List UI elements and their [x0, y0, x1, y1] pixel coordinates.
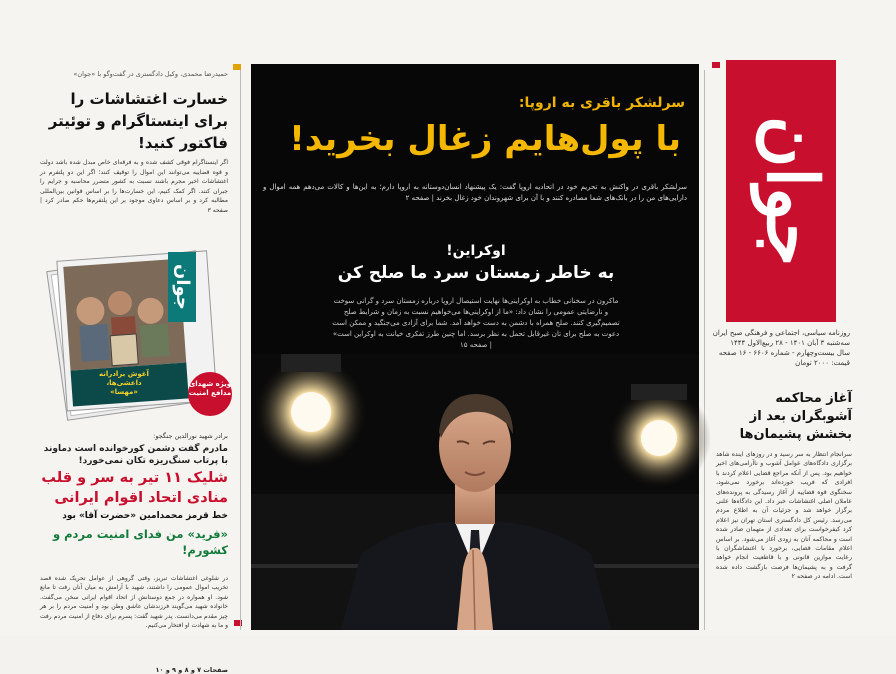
right-story	[716, 390, 852, 642]
sub-headline: به خاطر زمستان سرد ما صلح کن	[337, 263, 615, 283]
left-column	[36, 60, 232, 674]
magazine-cover-stack	[40, 238, 230, 426]
left-kicker-2: برادر شهید نورالدین جنگجو:	[153, 432, 228, 440]
info-line: سه‌شنبه ۳ آبان ۱۴۰۱ - ۲۸ ربیع‌الاول ۱۴۴۴	[730, 339, 850, 347]
magazine-label: آغوش برادرانه داعشی‌ها، «مهسا»	[99, 370, 149, 396]
main-lead: سرلشکر باقری در واکنش به تحریم خود در اتحادیه اروپا گفت: یک پیشنهاد انسان‌دوستانه به اروپا دارم؛ به این‌ها و کالات می‌دهم همه اموال و دارایی‌های من را در بانک‌های شما مصادره کنند و با آن برای شهروندان خود زغال بخرند | صفحه ۲	[263, 183, 687, 202]
info-line: قیمت: ۲۰۰۰ تومان	[795, 359, 850, 367]
main-headline: با پول‌هایم زغال بخرید!	[289, 119, 681, 159]
left-body-2: در شلوغی اغتشاشات تبریز، وقتی گروهی از عوامل تحریک شده قصد تخریب اموال عمومی را داشتند، شهید با آرامش به میان آنان رفت تا مانع شود. او همواره در جمع دوستانش از اتحاد اقوام ایرانی سخن می‌گفت. خانواده شهید می‌گویند فرزندشان عاشق وطن بود و امنیت مردم را بر هر چیز مقدم می‌دانست. پدر شهید گفت: پسرم برای دفاع از امنیت مردم رفت و ما به شهادت او افتخار می‌کنیم.	[40, 575, 228, 630]
logo-box	[726, 60, 836, 322]
leader-photo	[251, 354, 699, 630]
newspaper-logo: جوان	[751, 115, 834, 267]
left-subhead-3: خط قرمز محمدامین «حضرت آقا» بود	[62, 511, 228, 521]
left-subhead-2: مادرم گفت دشمن کورخوانده است دماوند با پرتاب سنگ‌ریزه تکان نمی‌خورد!	[43, 444, 228, 466]
left-body: اگر اینستاگرام فوقی کشف شده و به فرقه‌ای خاص مبدل شده باشد دولت و قوه قضاییه می‌توانند این اموال را توقیف کنند؛ اگر این دو پلتفرم در اغتشاشات اخیر مجرم باشند نسبت به کشور متضرر محاسبه و جرایم را جبران کنند. اگر کمک کنیم، این خسارت‌ها را بر اساس قوانین بین‌المللی مطالبه کرد و بر اساس دعاوی موجود بر این پلتفرم‌ها حکم صادر کرد | صفحه ۳	[40, 159, 228, 214]
left-green-headline: «فرید» من فدای امنیت مردم و کشورم!	[52, 527, 228, 557]
sub-body: ماکرون در سخنانی خطاب به اوکراینی‌ها نهایت استیصال اروپا درباره زمستان سرد و گرانی سوخت و نارضایتی عمومی را نشان داد: «ما از اوکراینی‌ها می‌خواهیم نسبت به زمان و شرایط صلح تصمیم‌گیری کنند. صلح همراه با دشمن به دست خواهد آمد. شما برای آزادی می‌جنگید و ممکن است دعوت به صلح برای تان غیرقابل تحمل به نظر برسد. اما چنین طرز تفکری خیانت به اوکراین است» | صفحه ۱۵	[332, 297, 620, 349]
sub-kicker: اوکراین!	[446, 243, 506, 259]
main-story-panel	[251, 64, 699, 630]
page-reference: صفحات ۷ و ۸ و ۹ و ۱۰	[155, 666, 228, 674]
right-story-body: سرانجام انتظار به سر رسید و در روزهای اینده شاهد برگزاری دادگاه‌های عوامل آشوب و ناآرامی‌های اخیر خواهیم بود. پس از آنکه مراجع قضایی اعلام کردند با افرادی که فریب خورده‌اند برخورد نمی‌شود، سخنگوی قوه قضاییه از آغاز رسیدگی به پرونده‌های عاملان اصلی اغتشاشات خبر داد. این دادگاه‌ها علنی برگزار خواهد شد و جزئیات آن به اطلاع مردم می‌رسد. رئیس کل دادگستری استان تهران نیز اعلام کرد کیفرخواست برای تعدادی از متهمان صادر شده است و محاکمه آنان به زودی آغاز می‌شود. بر اساس اعلام مقامات قضایی، برخورد با اغتشاشگران با رعایت موازین قانونی و با قاطعیت انجام خواهد گرفت و به پشیمان‌ها فرصت بازگشت داده شده است. ادامه در صفحه ۲	[716, 451, 852, 581]
info-line: سال بیست‌وچهارم - شماره ۶۶۰۶ - ۱۶ صفحه	[718, 349, 850, 357]
left-red-headline: شلیک ۱۱ تیر به سر و قلب منادی اتحاد اقوام ایرانی	[41, 470, 228, 506]
info-line: روزنامه سیاسی، اجتماعی و فرهنگی صبح ایران	[712, 329, 850, 337]
main-kicker: سرلشکر باقری به اروپا:	[518, 95, 685, 111]
special-badge: ویژه شهدای مدافع امنیت	[188, 372, 232, 416]
spotlight-left	[253, 354, 369, 470]
column-divider	[704, 70, 705, 630]
column-divider	[240, 70, 241, 630]
left-kicker: حمیدرضا محمدی، وکیل دادگستری در گفت‌وگو با «جوان»	[73, 70, 228, 78]
left-headline: خسارت اغتشاشات را برای اینستاگرام و توئیتر فاکتور کنید!	[48, 90, 228, 152]
issue-info	[712, 328, 850, 368]
right-story-headline: آغاز محاکمه آشوبگران بعد از بخشش پشیمان‌ها	[739, 391, 852, 442]
masthead-column	[706, 60, 856, 636]
magazine-title: جوان	[168, 252, 196, 322]
